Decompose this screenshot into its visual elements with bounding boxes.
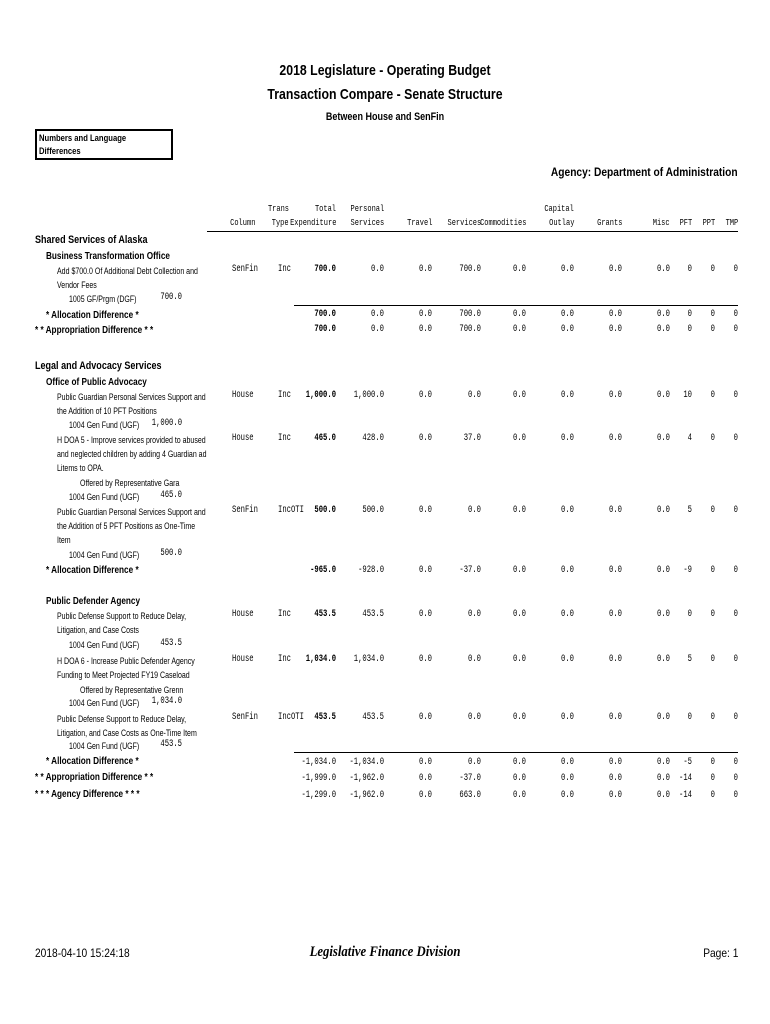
cell-capital: 0.0 <box>561 390 574 401</box>
cell-personal: -1,962.0 <box>349 790 384 801</box>
row-description: Offered by Representative Grenn <box>80 685 184 695</box>
cell-commodities: 0.0 <box>513 433 526 444</box>
cell-total: 465.0 <box>314 433 336 444</box>
cell-total: 453.5 <box>314 609 336 620</box>
cell-services: 700.0 <box>459 309 481 320</box>
allocation-difference-label: * Allocation Difference * <box>46 565 139 576</box>
cell-personal: 1,034.0 <box>353 654 384 665</box>
cell-total: 700.0 <box>314 309 336 320</box>
cell-misc: 0.0 <box>657 757 670 768</box>
header-underline <box>207 231 738 232</box>
fund-amount: 453.5 <box>160 739 182 750</box>
cell-commodities: 0.0 <box>513 309 526 320</box>
fund-source: 1004 Gen Fund (UGF) <box>69 741 140 751</box>
cell-personal: 453.5 <box>362 609 384 620</box>
report-subtitle: Between House and SenFin <box>325 111 445 123</box>
fund-source: 1004 Gen Fund (UGF) <box>69 420 140 430</box>
cell-capital: 0.0 <box>561 309 574 320</box>
cell-grants: 0.0 <box>609 790 622 801</box>
row-description: Vendor Fees <box>57 280 97 290</box>
cell-misc: 0.0 <box>657 324 670 335</box>
cell-personal: 453.5 <box>362 712 384 723</box>
row-column-source: House <box>232 433 254 444</box>
cell-ppt: 0 <box>710 433 715 444</box>
cell-pft: 0 <box>687 309 692 320</box>
cell-personal: 0.0 <box>371 264 384 275</box>
cell-commodities: 0.0 <box>513 757 526 768</box>
cell-travel: 0.0 <box>419 309 432 320</box>
cell-tmp: 0 <box>733 390 738 401</box>
cell-ppt: 0 <box>710 309 715 320</box>
col-header-capital-1: Capital <box>544 204 574 214</box>
row-column-source: SenFin <box>232 505 258 516</box>
col-header-total-2: Expenditure <box>289 218 336 228</box>
cell-travel: 0.0 <box>419 390 432 401</box>
row-column-source: SenFin <box>232 264 258 275</box>
cell-pft: 5 <box>687 505 692 516</box>
cell-personal: -1,034.0 <box>349 757 384 768</box>
col-header-personal-1: Personal <box>350 204 384 214</box>
cell-commodities: 0.0 <box>513 565 526 576</box>
cell-grants: 0.0 <box>609 324 622 335</box>
cell-capital: 0.0 <box>561 264 574 275</box>
cell-ppt: 0 <box>710 790 715 801</box>
cell-tmp: 0 <box>733 309 738 320</box>
cell-personal: 0.0 <box>371 309 384 320</box>
cell-grants: 0.0 <box>609 309 622 320</box>
cell-misc: 0.0 <box>657 505 670 516</box>
row-column-source: House <box>232 609 254 620</box>
cell-personal: 1,000.0 <box>353 390 384 401</box>
cell-services: 0.0 <box>468 712 481 723</box>
row-column-source: SenFin <box>232 712 258 723</box>
subtotal-rule <box>294 305 738 306</box>
cell-tmp: 0 <box>733 654 738 665</box>
cell-capital: 0.0 <box>561 712 574 723</box>
fund-amount: 465.0 <box>160 490 182 501</box>
row-description: Litigation, and Case Costs <box>57 625 139 635</box>
cell-capital: 0.0 <box>561 565 574 576</box>
cell-travel: 0.0 <box>419 324 432 335</box>
cell-ppt: 0 <box>710 773 715 784</box>
cell-total: -965.0 <box>310 565 336 576</box>
cell-capital: 0.0 <box>561 324 574 335</box>
col-header-travel: Travel <box>406 218 432 228</box>
cell-capital: 0.0 <box>561 790 574 801</box>
cell-ppt: 0 <box>710 324 715 335</box>
cell-tmp: 0 <box>733 264 738 275</box>
cell-commodities: 0.0 <box>513 264 526 275</box>
cell-tmp: 0 <box>733 433 738 444</box>
cell-travel: 0.0 <box>419 654 432 665</box>
cell-tmp: 0 <box>733 773 738 784</box>
cell-misc: 0.0 <box>657 790 670 801</box>
cell-commodities: 0.0 <box>513 712 526 723</box>
cell-grants: 0.0 <box>609 654 622 665</box>
cell-tmp: 0 <box>733 757 738 768</box>
differences-box-line2: Differences <box>39 146 81 156</box>
cell-capital: 0.0 <box>561 609 574 620</box>
col-header-personal-2: Services <box>350 218 384 228</box>
cell-misc: 0.0 <box>657 712 670 723</box>
fund-amount: 1,000.0 <box>151 418 182 429</box>
cell-grants: 0.0 <box>609 433 622 444</box>
cell-personal: 428.0 <box>362 433 384 444</box>
section-title: Shared Services of Alaska <box>35 234 148 246</box>
col-header-ppt: PPT <box>702 218 715 228</box>
cell-tmp: 0 <box>733 505 738 516</box>
fund-source: 1004 Gen Fund (UGF) <box>69 640 140 650</box>
row-description: Public Defense Support to Reduce Delay, <box>57 611 187 621</box>
cell-grants: 0.0 <box>609 773 622 784</box>
cell-grants: 0.0 <box>609 757 622 768</box>
cell-services: -37.0 <box>459 565 481 576</box>
cell-services: 663.0 <box>459 790 481 801</box>
allocation-title: Public Defender Agency <box>46 596 141 607</box>
cell-total: -1,999.0 <box>301 773 336 784</box>
cell-misc: 0.0 <box>657 654 670 665</box>
row-description: Add $700.0 Of Additional Debt Collection and <box>57 266 198 276</box>
cell-grants: 0.0 <box>609 264 622 275</box>
row-description: Litigation, and Case Costs as One-Time Item <box>57 728 197 738</box>
cell-pft: 0 <box>687 712 692 723</box>
appropriation-difference-label: * * Appropriation Difference * * <box>35 772 154 783</box>
row-description: the Addition of 5 PFT Positions as One-Time <box>57 521 196 531</box>
footer-division: Legislative Finance Division <box>309 944 461 960</box>
row-description: and neglected children by adding 4 Guardian ad <box>57 449 207 459</box>
cell-grants: 0.0 <box>609 712 622 723</box>
cell-capital: 0.0 <box>561 757 574 768</box>
cell-pft: -9 <box>683 565 692 576</box>
cell-pft: 0 <box>687 264 692 275</box>
cell-grants: 0.0 <box>609 609 622 620</box>
row-description: Offered by Representative Gara <box>80 478 180 488</box>
allocation-difference-label: * Allocation Difference * <box>46 310 139 321</box>
allocation-title: Business Transformation Office <box>46 251 170 262</box>
cell-tmp: 0 <box>733 609 738 620</box>
cell-misc: 0.0 <box>657 433 670 444</box>
row-trans-type: IncOTI <box>278 712 304 723</box>
fund-source: 1004 Gen Fund (UGF) <box>69 492 140 502</box>
footer-page-number: Page: 1 <box>702 946 738 960</box>
cell-tmp: 0 <box>733 565 738 576</box>
cell-misc: 0.0 <box>657 565 670 576</box>
col-header-services: Services <box>447 218 481 228</box>
cell-ppt: 0 <box>710 654 715 665</box>
cell-personal: 0.0 <box>371 324 384 335</box>
cell-services: 700.0 <box>459 324 481 335</box>
cell-commodities: 0.0 <box>513 654 526 665</box>
differences-box <box>35 129 173 160</box>
cell-total: 453.5 <box>314 712 336 723</box>
cell-misc: 0.0 <box>657 390 670 401</box>
row-description: Public Defense Support to Reduce Delay, <box>57 714 187 724</box>
agency-difference-label: * * * Agency Difference * * * <box>35 789 140 800</box>
row-trans-type: Inc <box>278 390 291 401</box>
cell-services: 37.0 <box>463 433 481 444</box>
cell-pft: -14 <box>679 790 692 801</box>
report-title-line1: 2018 Legislature - Operating Budget <box>279 62 491 79</box>
cell-total: 700.0 <box>314 324 336 335</box>
cell-total: 1,000.0 <box>305 390 336 401</box>
row-description: Funding to Meet Projected FY19 Caseload <box>57 670 190 680</box>
row-description: H DOA 6 - Increase Public Defender Agency <box>57 656 195 666</box>
col-header-trans-1: Trans <box>267 204 289 214</box>
row-description: the Addition of 10 PFT Positions <box>57 406 157 416</box>
differences-box-line1: Numbers and Language <box>39 133 127 143</box>
cell-ppt: 0 <box>710 757 715 768</box>
fund-source: 1005 GF/Prgm (DGF) <box>69 294 137 304</box>
cell-capital: 0.0 <box>561 505 574 516</box>
row-trans-type: Inc <box>278 264 291 275</box>
appropriation-difference-label: * * Appropriation Difference * * <box>35 325 154 336</box>
cell-ppt: 0 <box>710 390 715 401</box>
col-header-capital-2: Outlay <box>548 218 574 228</box>
cell-ppt: 0 <box>710 264 715 275</box>
cell-pft: 5 <box>687 654 692 665</box>
cell-misc: 0.0 <box>657 609 670 620</box>
cell-services: 0.0 <box>468 505 481 516</box>
cell-services: 0.0 <box>468 609 481 620</box>
cell-travel: 0.0 <box>419 433 432 444</box>
cell-services: 0.0 <box>468 654 481 665</box>
cell-travel: 0.0 <box>419 773 432 784</box>
row-description: Item <box>57 535 71 545</box>
cell-pft: 10 <box>683 390 692 401</box>
cell-services: -37.0 <box>459 773 481 784</box>
row-trans-type: IncOTI <box>278 505 304 516</box>
agency-label: Agency: Department of Administration <box>551 165 738 179</box>
cell-grants: 0.0 <box>609 505 622 516</box>
cell-travel: 0.0 <box>419 790 432 801</box>
cell-commodities: 0.0 <box>513 505 526 516</box>
col-header-grants: Grants <box>596 218 622 228</box>
cell-ppt: 0 <box>710 609 715 620</box>
cell-pft: 0 <box>687 324 692 335</box>
row-description: Litems to OPA. <box>57 463 104 473</box>
cell-travel: 0.0 <box>419 712 432 723</box>
cell-total: 500.0 <box>314 505 336 516</box>
cell-pft: -14 <box>679 773 692 784</box>
cell-commodities: 0.0 <box>513 773 526 784</box>
cell-grants: 0.0 <box>609 565 622 576</box>
cell-tmp: 0 <box>733 790 738 801</box>
cell-commodities: 0.0 <box>513 390 526 401</box>
cell-personal: 500.0 <box>362 505 384 516</box>
fund-amount: 700.0 <box>160 292 182 303</box>
row-trans-type: Inc <box>278 609 291 620</box>
cell-travel: 0.0 <box>419 565 432 576</box>
cell-capital: 0.0 <box>561 654 574 665</box>
col-header-tmp: TMP <box>725 218 738 228</box>
cell-travel: 0.0 <box>419 505 432 516</box>
allocation-difference-label: * Allocation Difference * <box>46 756 139 767</box>
fund-amount: 1,034.0 <box>151 696 182 707</box>
cell-misc: 0.0 <box>657 264 670 275</box>
cell-commodities: 0.0 <box>513 609 526 620</box>
row-description: Public Guardian Personal Services Support and <box>57 507 206 517</box>
col-header-misc: Misc <box>653 218 670 228</box>
section-title: Legal and Advocacy Services <box>35 360 162 372</box>
cell-grants: 0.0 <box>609 390 622 401</box>
row-description: Public Guardian Personal Services Support and <box>57 392 206 402</box>
fund-source: 1004 Gen Fund (UGF) <box>69 550 140 560</box>
cell-ppt: 0 <box>710 712 715 723</box>
cell-travel: 0.0 <box>419 757 432 768</box>
row-column-source: House <box>232 390 254 401</box>
cell-travel: 0.0 <box>419 609 432 620</box>
cell-ppt: 0 <box>710 505 715 516</box>
col-header-pft: PFT <box>679 218 692 228</box>
row-description: H DOA 5 - Improve services provided to abused <box>57 435 206 445</box>
subtotal-rule <box>294 752 738 753</box>
cell-total: -1,034.0 <box>301 757 336 768</box>
report-title-line2: Transaction Compare - Senate Structure <box>267 86 503 103</box>
fund-amount: 453.5 <box>160 638 182 649</box>
row-trans-type: Inc <box>278 433 291 444</box>
col-header-total-1: Total <box>314 204 336 214</box>
allocation-title: Office of Public Advocacy <box>46 377 147 388</box>
col-header-commodities: Commodities <box>479 218 526 228</box>
cell-services: 0.0 <box>468 390 481 401</box>
cell-services: 700.0 <box>459 264 481 275</box>
cell-pft: 0 <box>687 609 692 620</box>
cell-pft: -5 <box>683 757 692 768</box>
cell-personal: -1,962.0 <box>349 773 384 784</box>
cell-pft: 4 <box>687 433 692 444</box>
cell-personal: -928.0 <box>358 565 384 576</box>
cell-capital: 0.0 <box>561 773 574 784</box>
cell-commodities: 0.0 <box>513 790 526 801</box>
row-column-source: House <box>232 654 254 665</box>
cell-total: 700.0 <box>314 264 336 275</box>
cell-tmp: 0 <box>733 324 738 335</box>
cell-total: 1,034.0 <box>305 654 336 665</box>
col-header-trans-2: Type <box>272 218 289 228</box>
cell-misc: 0.0 <box>657 309 670 320</box>
cell-capital: 0.0 <box>561 433 574 444</box>
row-trans-type: Inc <box>278 654 291 665</box>
col-header-column: Column <box>229 218 255 228</box>
cell-services: 0.0 <box>468 757 481 768</box>
cell-tmp: 0 <box>733 712 738 723</box>
footer-timestamp: 2018-04-10 15:24:18 <box>35 946 130 960</box>
cell-commodities: 0.0 <box>513 324 526 335</box>
fund-source: 1004 Gen Fund (UGF) <box>69 698 140 708</box>
fund-amount: 500.0 <box>160 548 182 559</box>
cell-misc: 0.0 <box>657 773 670 784</box>
cell-total: -1,299.0 <box>301 790 336 801</box>
cell-ppt: 0 <box>710 565 715 576</box>
cell-travel: 0.0 <box>419 264 432 275</box>
